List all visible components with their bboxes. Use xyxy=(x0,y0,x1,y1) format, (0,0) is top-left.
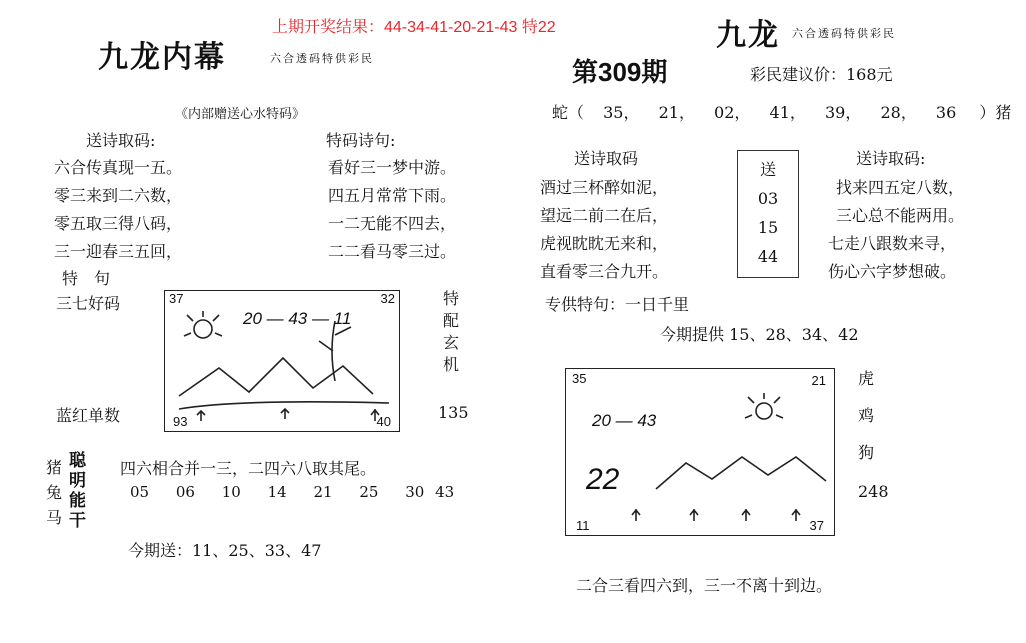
poem-line: 零五取三得八码， xyxy=(54,214,183,233)
column-char: 玄 xyxy=(443,333,460,352)
corner-top-right: 32 xyxy=(380,291,395,306)
left-title: 九龙内幕 xyxy=(98,40,226,75)
number: 43 xyxy=(435,483,455,501)
animal: 兔 xyxy=(46,483,63,502)
snake-label: 蛇（ xyxy=(552,103,585,122)
send-number: 15 xyxy=(757,218,779,237)
special-label: 特 句 xyxy=(62,269,111,288)
corner-bottom-left: 93 xyxy=(173,414,188,429)
right-poem-b xyxy=(828,174,964,286)
number: 25 xyxy=(359,483,379,501)
animal: 猪 xyxy=(46,458,63,477)
corner-bottom-left: 11 xyxy=(576,518,590,533)
left-poem-a xyxy=(54,154,182,266)
number: 06 xyxy=(175,483,195,501)
lan-hong-label: 蓝红单数 xyxy=(56,406,121,425)
right-animals xyxy=(858,360,874,471)
left-number-135: 135 xyxy=(438,403,469,422)
corner-bottom-right: 37 xyxy=(809,518,824,533)
number: 21 xyxy=(313,483,333,501)
corner-top-left: 37 xyxy=(169,291,184,306)
poem-line: 虎视眈眈无来和， xyxy=(540,234,669,253)
left-right-column xyxy=(443,288,459,376)
char: 聪 xyxy=(69,451,86,471)
right-poem-a-title: 送诗取码 xyxy=(574,149,639,168)
animal: 狗 xyxy=(858,443,875,462)
poem-line: 找来四五定八数， xyxy=(836,178,965,197)
right-drawing xyxy=(566,369,834,535)
pic-big-number: 22 xyxy=(586,463,620,496)
good-code-label: 三七好码 xyxy=(56,294,121,313)
right-bottom-line: 二合三看四六到，三一不离十到边。 xyxy=(576,576,833,595)
send-number: 44 xyxy=(757,247,779,266)
number: 21， xyxy=(658,103,695,122)
animal: 马 xyxy=(46,508,63,527)
right-picture xyxy=(565,368,835,536)
pig-label: ）猪 xyxy=(979,103,1012,122)
poem-line: 零三来到二六数， xyxy=(54,186,183,205)
number: 30 xyxy=(405,483,425,501)
left-poem-a-title: 送诗取码: xyxy=(86,131,156,150)
right-poem-a xyxy=(540,174,668,286)
animal: 鸡 xyxy=(858,406,875,425)
snake-pig-row xyxy=(552,100,1011,123)
poem-line: 伤心六字梦想破。 xyxy=(828,262,957,281)
send-box xyxy=(737,150,799,278)
right-subtitle: 六合透码特供彩民 xyxy=(792,27,896,40)
column-char: 机 xyxy=(443,355,460,374)
issue-number: 第309期 xyxy=(572,57,668,87)
left-numbers xyxy=(130,483,454,501)
column-char: 配 xyxy=(443,311,460,330)
animal: 虎 xyxy=(858,369,875,388)
column-char: 特 xyxy=(443,289,460,308)
poem-line: 三心总不能两用。 xyxy=(836,206,965,225)
number: 36 xyxy=(935,103,957,122)
poem-line: 四五月常常下雨。 xyxy=(328,186,457,205)
left-poem-b xyxy=(328,154,456,266)
right-special: 专供特句：一日千里 xyxy=(545,295,690,314)
poem-line: 七走八跟数来寻， xyxy=(828,234,957,253)
poem-line: 一二无能不四去， xyxy=(328,214,457,233)
left-subtitle: 六合透码特供彩民 xyxy=(270,52,374,65)
left-send: 今期送：11、25、33、47 xyxy=(128,541,322,560)
price: 彩民建议价：168元 xyxy=(750,65,893,84)
last-draw-result: 上期开奖结果：44-34-41-20-21-43 特22 xyxy=(272,19,556,36)
right-poem-b-title: 送诗取码: xyxy=(856,149,926,168)
poem-line: 望远二前二在后， xyxy=(540,206,669,225)
poem-line: 看好三一梦中游。 xyxy=(328,158,457,177)
number: 41， xyxy=(769,103,806,122)
poem-line: 酒过三杯醉如泥， xyxy=(540,178,669,197)
number: 05 xyxy=(130,483,150,501)
left-tagline: 《内部赠送心水特码》 xyxy=(175,107,306,122)
poem-line: 六合传真现一五。 xyxy=(54,158,183,177)
number: 14 xyxy=(267,483,287,501)
corner-top-left: 35 xyxy=(572,371,587,386)
cong-ming-neng-gan xyxy=(69,451,86,531)
corner-top-right: 21 xyxy=(811,373,826,388)
char: 干 xyxy=(69,511,86,531)
left-poem-b-title: 特码诗句: xyxy=(326,131,396,150)
number: 39， xyxy=(824,103,862,122)
send-char: 送 xyxy=(759,160,776,179)
poem-line: 直看零三合九开。 xyxy=(540,262,669,281)
right-title: 九龙 xyxy=(716,18,780,53)
pic-handwritten-numbers: 20 — 43 — 11 xyxy=(243,309,352,328)
right-number-248: 248 xyxy=(858,482,889,501)
number: 10 xyxy=(221,483,241,501)
left-picture xyxy=(164,290,400,432)
right-provide: 今期提供 15、28、34、42 xyxy=(660,325,859,344)
char: 能 xyxy=(69,491,86,511)
poem-line: 二二看马零三过。 xyxy=(328,242,457,261)
send-number: 03 xyxy=(757,189,779,208)
char: 明 xyxy=(69,471,86,491)
corner-bottom-right: 40 xyxy=(376,414,391,429)
number: 02， xyxy=(714,103,751,122)
left-line1: 四六相合并一三，二四六八取其尾。 xyxy=(120,459,377,478)
number: 35， xyxy=(603,103,640,122)
left-animals xyxy=(46,455,62,530)
poem-line: 三一迎春三五回， xyxy=(54,242,183,261)
pic-handwritten-numbers: 20 — 43 xyxy=(592,411,657,430)
number: 28， xyxy=(880,103,917,122)
